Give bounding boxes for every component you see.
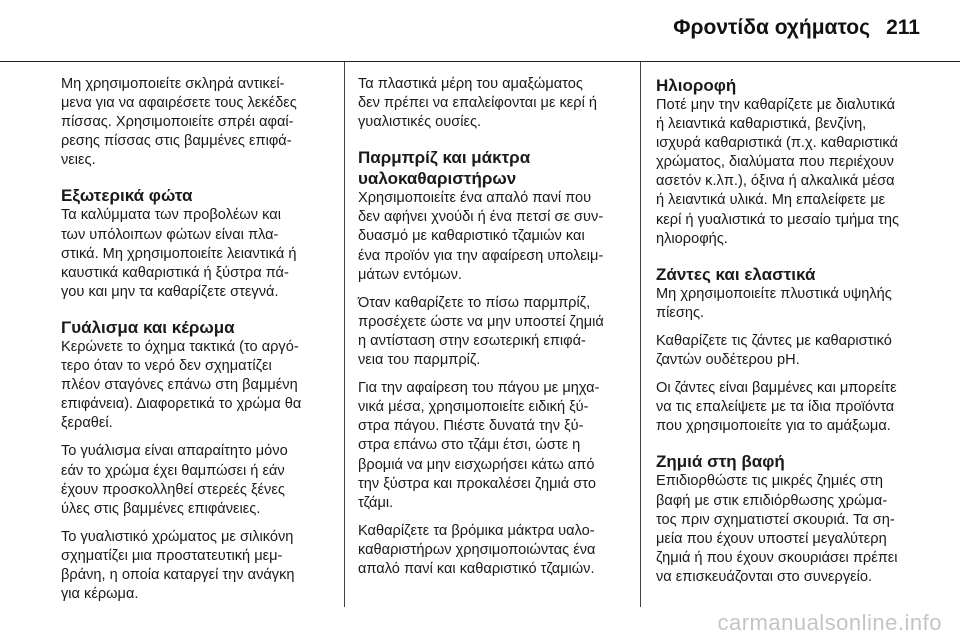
paragraph: Μη χρησιμοποιείτε πλυστικά υψηλής πίεσης. [656,285,892,321]
section-heading: Ζάντες και ελαστικά [656,264,816,284]
section-heading: Εξωτερικά φώτα [61,186,193,206]
section-heading: Γυάλισμα και κέρωμα [61,317,235,337]
paragraph: Οι ζάντες είναι βαμμένες και μπορείτε να τις επαλείψετε με τα ίδια προϊόντα που χρησιμοποιείτε για το αμάξωμα. [656,380,897,435]
section-heading: Ηλιοροφή [656,76,737,95]
page-number: 211 [886,16,920,39]
watermark: carmanualsonline.info [717,610,942,635]
header-divider [0,61,960,62]
section-heading: Ζημιά στη βαφή [656,452,785,472]
paragraph: Καθαρίζετε τις ζάντες με καθαριστικό ζαντών ουδέτερου pH. [656,332,892,369]
section-heading: Παρμπρίζ και μάκτρα υαλοκαθαριστήρων [358,148,531,189]
paragraph: Ποτέ μην την καθαρίζετε με διαλυτικά ή λειαντικά καθαριστικά, βενζίνη, ισχυρά καθαριστικά (π.χ. καθαριστικά χρώματος, διαλύματα που περιέχουν ασετόν κ.λπ.), όξινα ή αλκαλικά μέσα ή λειαντικά υλικά. Μη επαλείφετε με κερί ή γυαλιστικά το μεσαίο τμήμα της ηλιοροφής. [656,97,900,247]
text-column-1 [61,75,346,613]
paragraph: Τα καλύμματα των προβολέων και των υπόλοιπων φώτων είναι πλα- στικά. Μη χρησιμοποιείτε λειαντικά ή καυστικά καθαριστικά ή ξύστρα πά- γου και μην τα καθαρίζετε στεγνά. [61,207,297,300]
column-divider-1 [344,62,345,607]
text-column-2 [358,75,643,588]
text-column-3 [656,75,946,596]
paragraph: Επιδιορθώστε τις μικρές ζημιές στη βαφή με στικ επιδιόρθωσης χρώμα- τος πριν σχηματιστεί σκουριά. Τα ση- μεία που έχουν υποστεί μεγαλύτερη ζημιά ή που έχουν σκουριάσει πρέπει να επισκευάζονται στο συνεργείο. [656,473,898,585]
paragraph: Τα πλαστικά μέρη του αμαξώματος δεν πρέπει να επαλείφονται με κερί ή γυαλιστικές ουσίες. [358,76,598,131]
column-divider-2 [640,62,641,607]
page-title: Φροντίδα οχήματος [673,16,870,39]
paragraph: Όταν καθαρίζετε το πίσω παρμπρίζ, προσέχετε ώστε να μην υποστεί ζημιά η αντίσταση στην εσωτερική επιφά- νεια του παρμπρίζ. [358,294,604,369]
paragraph: Κερώνετε το όχημα τακτικά (το αργό- τερο όταν το νερό δεν σχηματίζει πλέον σταγόνες επάνω στη βαμμένη επιφάνεια). Διαφορετικά το χρώμα θα ξεραθεί. [61,338,302,432]
paragraph: Χρησιμοποιείτε ένα απαλό πανί που δεν αφήνει χνούδι ή ένα πετσί σε συν- δυασμό με καθαριστικό τζαμιών και ένα προϊόν για την αφαίρεση υπολειμ- μάτων εντόμων. [358,190,604,283]
paragraph: Το γυαλιστικό χρώματος με σιλικόνη σχηματίζει μια προστατευτική μεμ- βράνη, η οποία καταργεί την ανάγκη για κέρωμα. [61,528,295,603]
paragraph: Το γυάλισμα είναι απαραίτητο μόνο εάν το χρώμα έχει θαμπώσει ή εάν έχουν προσκολληθεί στερεές ξένες ύλες στις βαμμένες επιφάνειες. [61,443,288,517]
paragraph: Μη χρησιμοποιείτε σκληρά αντικεί- μενα για να αφαιρέσετε τους λεκέδες πίσσας. Χρησιμοποιείτε σπρέι αφαί- ρεσης πίσσας στις βαμμένες επιφά- νειες. [61,76,297,169]
paragraph: Για την αφαίρεση του πάγου με μηχα- νικά μέσα, χρησιμοποιείτε ειδική ξύ- στρα πάγου. Πιέστε δυνατά την ξύ- στρα επάνω στο τζάμι έτσι, ώστε η βρομιά να μην εισχωρήσει κάτω από την ξύστρα και προκαλέσει ζημιά στο τζάμι. [358,380,600,511]
paragraph: Καθαρίζετε τα βρόμικα μάκτρα υαλο- καθαριστήρων χρησιμοποιώντας ένα απαλό πανί και καθαριστικό τζαμιών. [358,522,596,577]
page-header [0,0,960,62]
